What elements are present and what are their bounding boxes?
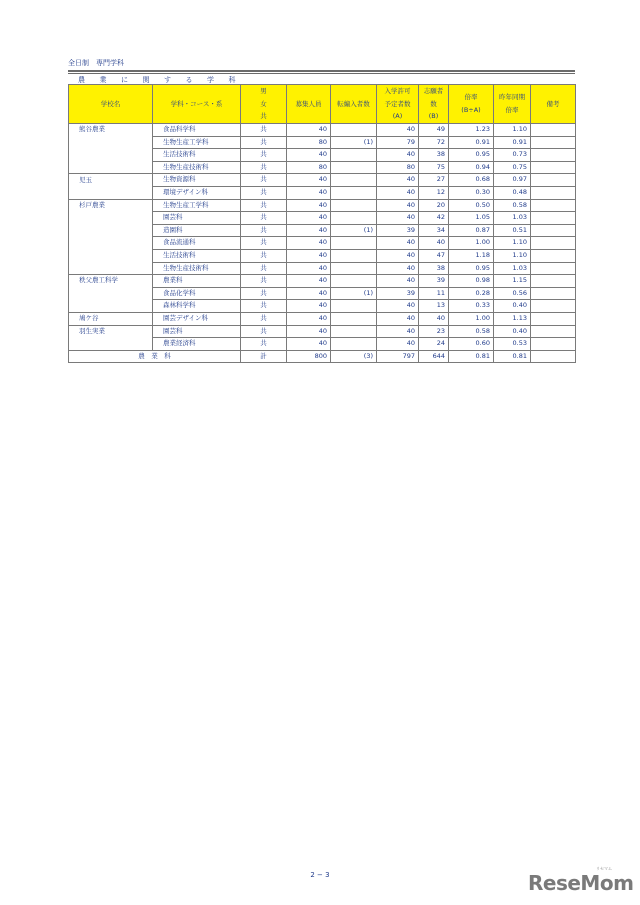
col-lastyear: 昨年同期 倍率 [494, 85, 531, 124]
transfer-cell: (1) [331, 136, 377, 149]
recruit-cell: 40 [287, 250, 331, 263]
ratio-cell: 1.00 [449, 313, 494, 326]
applicants-cell: 40 [419, 237, 449, 250]
applicants-cell: 12 [419, 187, 449, 200]
applicants-cell: 27 [419, 174, 449, 187]
school-name-cell: 鳩ケ谷 [69, 313, 153, 326]
table-row [69, 237, 576, 250]
col-transfer: 転編入者数 [331, 85, 377, 124]
school-name-cell [69, 224, 153, 237]
course-cell: 農業経済科 [153, 338, 241, 351]
course-cell: 生物資源科 [153, 174, 241, 187]
lastyear-cell: 1.15 [494, 275, 531, 288]
gender-cell: 共 [241, 237, 287, 250]
school-name-cell: 秩父農工科学 [69, 275, 153, 288]
gender-cell: 共 [241, 338, 287, 351]
notes-cell [531, 275, 576, 288]
table-row [69, 124, 576, 137]
table-header-row [69, 85, 576, 124]
gender-cell: 共 [241, 174, 287, 187]
notes-cell [531, 136, 576, 149]
gender-cell: 共 [241, 161, 287, 174]
transfer-cell [331, 161, 377, 174]
school-name-cell [69, 300, 153, 313]
admit-cell: 39 [377, 287, 419, 300]
total-gender-cell: 計 [241, 350, 287, 363]
recruit-cell: 40 [287, 212, 331, 225]
col-notes: 備考 [531, 85, 576, 124]
applicants-cell: 47 [419, 250, 449, 263]
table-body [69, 124, 576, 363]
transfer-cell [331, 237, 377, 250]
lastyear-cell: 1.03 [494, 262, 531, 275]
ratio-cell: 0.95 [449, 262, 494, 275]
course-cell: 生物生産技術科 [153, 161, 241, 174]
notes-cell [531, 224, 576, 237]
table-row [69, 212, 576, 225]
table-row [69, 187, 576, 200]
gender-cell: 共 [241, 149, 287, 162]
col-gender: 男 女 共 [241, 85, 287, 124]
course-cell: 生物生産工学科 [153, 199, 241, 212]
notes-cell [531, 300, 576, 313]
recruit-cell: 40 [287, 338, 331, 351]
notes-cell [531, 287, 576, 300]
applicants-cell: 24 [419, 338, 449, 351]
total-label-cell: 農 業 科 [69, 350, 241, 363]
ratio-cell: 0.94 [449, 161, 494, 174]
transfer-cell [331, 124, 377, 137]
table-row [69, 275, 576, 288]
transfer-cell [331, 250, 377, 263]
recruit-cell: 40 [287, 325, 331, 338]
ratio-cell: 1.23 [449, 124, 494, 137]
notes-cell [531, 199, 576, 212]
admission-table [68, 84, 576, 363]
applicants-cell: 49 [419, 124, 449, 137]
ratio-cell: 0.58 [449, 325, 494, 338]
lastyear-cell: 0.73 [494, 149, 531, 162]
transfer-cell [331, 187, 377, 200]
gender-cell: 共 [241, 287, 287, 300]
resemom-logo: ReseMom [528, 871, 634, 895]
recruit-cell: 80 [287, 136, 331, 149]
ratio-cell: 0.28 [449, 287, 494, 300]
recruit-cell: 40 [287, 124, 331, 137]
transfer-cell [331, 300, 377, 313]
total-notes-cell [531, 350, 576, 363]
applicants-cell: 20 [419, 199, 449, 212]
recruit-cell: 40 [287, 237, 331, 250]
gender-cell: 共 [241, 300, 287, 313]
gender-cell: 共 [241, 275, 287, 288]
total-recruit-cell: 800 [287, 350, 331, 363]
admit-cell: 39 [377, 224, 419, 237]
applicants-cell: 38 [419, 262, 449, 275]
school-name-cell [69, 250, 153, 263]
admit-cell: 40 [377, 187, 419, 200]
admit-cell: 40 [377, 338, 419, 351]
course-cell: 園芸デザイン科 [153, 313, 241, 326]
school-name-cell: 羽生実業 [69, 325, 153, 338]
lastyear-cell: 0.51 [494, 224, 531, 237]
lastyear-cell: 1.10 [494, 250, 531, 263]
notes-cell [531, 149, 576, 162]
gender-cell: 共 [241, 313, 287, 326]
admit-cell: 40 [377, 124, 419, 137]
category-heading: 農業に関する学科 [78, 76, 250, 84]
transfer-cell [331, 275, 377, 288]
course-cell: 食品科学科 [153, 124, 241, 137]
admit-cell: 79 [377, 136, 419, 149]
table-row [69, 224, 576, 237]
recruit-cell: 40 [287, 224, 331, 237]
notes-cell [531, 250, 576, 263]
applicants-cell: 34 [419, 224, 449, 237]
course-cell: 園芸科 [153, 212, 241, 225]
ratio-cell: 0.98 [449, 275, 494, 288]
applicants-cell: 23 [419, 325, 449, 338]
school-name-cell [69, 161, 153, 174]
total-row [69, 350, 576, 363]
transfer-cell [331, 174, 377, 187]
admit-cell: 40 [377, 313, 419, 326]
gender-cell: 共 [241, 199, 287, 212]
lastyear-cell: 0.53 [494, 338, 531, 351]
table-row [69, 325, 576, 338]
recruit-cell: 80 [287, 161, 331, 174]
recruit-cell: 40 [287, 174, 331, 187]
notes-cell [531, 237, 576, 250]
transfer-cell [331, 262, 377, 275]
school-name-cell [69, 187, 153, 200]
applicants-cell: 39 [419, 275, 449, 288]
ratio-cell: 0.91 [449, 136, 494, 149]
table-row [69, 199, 576, 212]
applicants-cell: 42 [419, 212, 449, 225]
gender-cell: 共 [241, 212, 287, 225]
applicants-cell: 11 [419, 287, 449, 300]
course-cell: 森林科学科 [153, 300, 241, 313]
ratio-cell: 0.50 [449, 199, 494, 212]
transfer-cell [331, 199, 377, 212]
total-lastyear-cell: 0.81 [494, 350, 531, 363]
notes-cell [531, 124, 576, 137]
admit-cell: 40 [377, 199, 419, 212]
gender-cell: 共 [241, 262, 287, 275]
recruit-cell: 40 [287, 313, 331, 326]
ratio-cell: 0.33 [449, 300, 494, 313]
course-cell: 園芸科 [153, 325, 241, 338]
notes-cell [531, 187, 576, 200]
col-recruit: 募集人員 [287, 85, 331, 124]
ratio-cell: 1.00 [449, 237, 494, 250]
lastyear-cell: 1.13 [494, 313, 531, 326]
gender-cell: 共 [241, 224, 287, 237]
transfer-cell [331, 325, 377, 338]
course-cell: 生活技術科 [153, 149, 241, 162]
table-row [69, 287, 576, 300]
recruit-cell: 40 [287, 187, 331, 200]
lastyear-cell: 0.56 [494, 287, 531, 300]
lastyear-cell: 0.48 [494, 187, 531, 200]
lastyear-cell: 1.10 [494, 124, 531, 137]
admit-cell: 40 [377, 237, 419, 250]
school-name-cell [69, 262, 153, 275]
col-applicants: 志願者 数 (B) [419, 85, 449, 124]
school-name-cell [69, 287, 153, 300]
lastyear-cell: 0.91 [494, 136, 531, 149]
recruit-cell: 40 [287, 300, 331, 313]
header-rule-thick [68, 70, 575, 72]
notes-cell [531, 262, 576, 275]
recruit-cell: 40 [287, 262, 331, 275]
applicants-cell: 38 [419, 149, 449, 162]
gender-cell: 共 [241, 325, 287, 338]
page-number: 2 − 3 [310, 871, 330, 879]
course-cell: 食品化学科 [153, 287, 241, 300]
table-row [69, 136, 576, 149]
gender-cell: 共 [241, 136, 287, 149]
section-subtitle: 全日制 専門学科 [68, 59, 124, 67]
col-course: 学科・コース・系 [153, 85, 241, 124]
table-row [69, 174, 576, 187]
admit-cell: 80 [377, 161, 419, 174]
transfer-cell [331, 212, 377, 225]
applicants-cell: 13 [419, 300, 449, 313]
admit-cell: 40 [377, 212, 419, 225]
notes-cell [531, 338, 576, 351]
lastyear-cell: 0.40 [494, 300, 531, 313]
table-row [69, 250, 576, 263]
admit-cell: 40 [377, 300, 419, 313]
school-name-cell [69, 149, 153, 162]
lastyear-cell: 0.97 [494, 174, 531, 187]
school-name-cell [69, 338, 153, 351]
lastyear-cell: 0.40 [494, 325, 531, 338]
course-cell: 造園科 [153, 224, 241, 237]
table-row [69, 262, 576, 275]
gender-cell: 共 [241, 187, 287, 200]
ratio-cell: 1.05 [449, 212, 494, 225]
admit-cell: 40 [377, 275, 419, 288]
lastyear-cell: 1.10 [494, 237, 531, 250]
admit-cell: 40 [377, 325, 419, 338]
admit-cell: 40 [377, 250, 419, 263]
recruit-cell: 40 [287, 149, 331, 162]
transfer-cell: (1) [331, 224, 377, 237]
course-cell: 食品流通科 [153, 237, 241, 250]
school-name-cell: 熊谷農業 [69, 124, 153, 137]
school-name-cell [69, 212, 153, 225]
table-row [69, 300, 576, 313]
course-cell: 生物生産技術科 [153, 262, 241, 275]
admit-cell: 40 [377, 174, 419, 187]
table-row [69, 149, 576, 162]
school-name-cell: 杉戸農業 [69, 199, 153, 212]
table-row [69, 313, 576, 326]
applicants-cell: 75 [419, 161, 449, 174]
notes-cell [531, 212, 576, 225]
notes-cell [531, 313, 576, 326]
transfer-cell: (1) [331, 287, 377, 300]
course-cell: 農業科 [153, 275, 241, 288]
notes-cell [531, 174, 576, 187]
gender-cell: 共 [241, 124, 287, 137]
lastyear-cell: 0.58 [494, 199, 531, 212]
notes-cell [531, 325, 576, 338]
lastyear-cell: 0.75 [494, 161, 531, 174]
total-transfer-cell: (3) [331, 350, 377, 363]
recruit-cell: 40 [287, 275, 331, 288]
col-ratio: 倍率 (B÷A) [449, 85, 494, 124]
col-admit: 入学許可 予定者数 (A) [377, 85, 419, 124]
school-name-cell: 児玉 [69, 174, 153, 187]
total-ratio-cell: 0.81 [449, 350, 494, 363]
course-cell: 生活技術科 [153, 250, 241, 263]
transfer-cell [331, 313, 377, 326]
transfer-cell [331, 338, 377, 351]
recruit-cell: 40 [287, 287, 331, 300]
table-row [69, 161, 576, 174]
admit-cell: 40 [377, 149, 419, 162]
total-admit-cell: 797 [377, 350, 419, 363]
logo-subtext: リセマム [596, 866, 612, 871]
total-applicants-cell: 644 [419, 350, 449, 363]
admit-cell: 40 [377, 262, 419, 275]
ratio-cell: 0.87 [449, 224, 494, 237]
gender-cell: 共 [241, 250, 287, 263]
transfer-cell [331, 149, 377, 162]
ratio-cell: 0.95 [449, 149, 494, 162]
header-rule-thin [68, 73, 575, 74]
applicants-cell: 40 [419, 313, 449, 326]
ratio-cell: 0.60 [449, 338, 494, 351]
ratio-cell: 1.18 [449, 250, 494, 263]
school-name-cell [69, 136, 153, 149]
recruit-cell: 40 [287, 199, 331, 212]
course-cell: 環境デザイン科 [153, 187, 241, 200]
ratio-cell: 0.68 [449, 174, 494, 187]
applicants-cell: 72 [419, 136, 449, 149]
lastyear-cell: 1.03 [494, 212, 531, 225]
table-row [69, 338, 576, 351]
notes-cell [531, 161, 576, 174]
ratio-cell: 0.30 [449, 187, 494, 200]
course-cell: 生物生産工学科 [153, 136, 241, 149]
col-school: 学校名 [69, 85, 153, 124]
school-name-cell [69, 237, 153, 250]
